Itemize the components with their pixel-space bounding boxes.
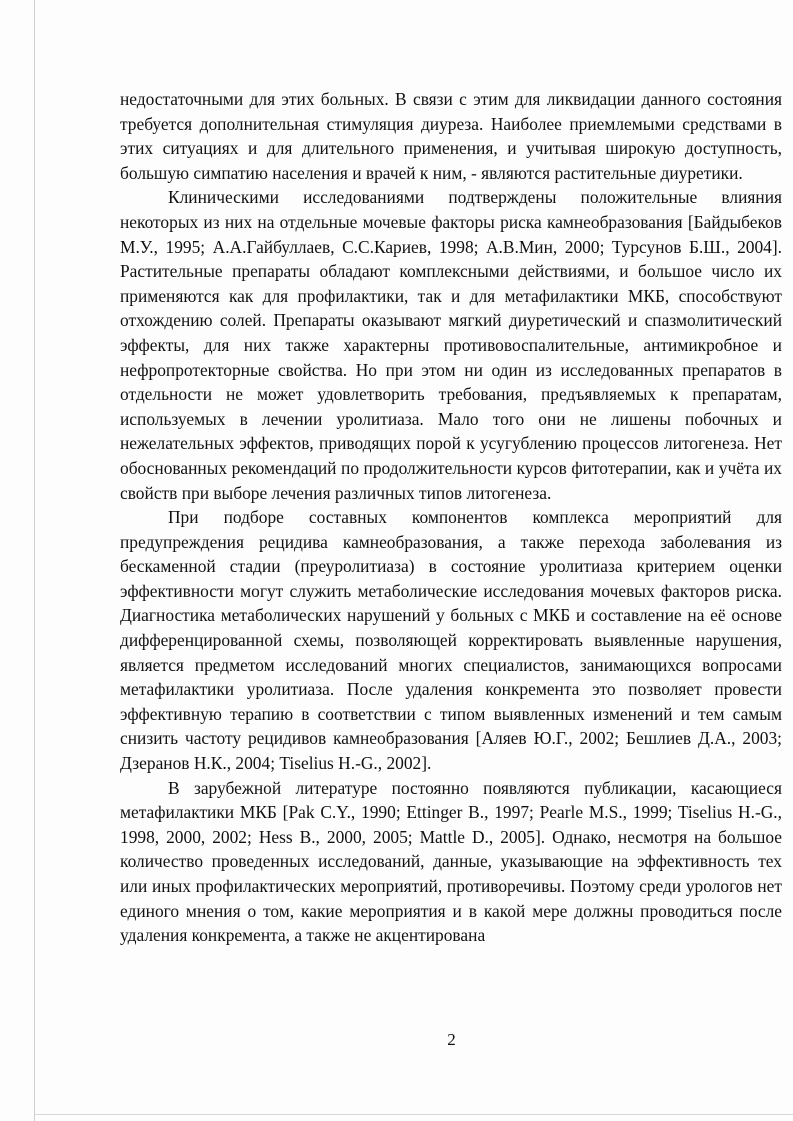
paragraph-2: Клиническими исследованиями подтверждены положительные влияния некоторых из них на отдельные мочевые факторы риска камнеобразования [Байдыбеков М.У., 1995; А.А.Гайбуллаев, С.С.Кариев, 1998; А.В.Мин, 2000; Турсунов Б.Ш., 2004]. Растительные препараты обладают комплексными действиями, и большое число их применяются как для профилактики, так и для метафилактики МКБ, способствуют отхождению солей. Препараты оказывают мягкий диуретический и спазмолитический эффекты, для них также характерны противовоспалительные, антимикробное и нефропротекторные свойства. Но при этом ни один из исследованных препаратов в отдельности не может удовлетворить требования, предъявляемых к препаратам, используемых в лечении уролитиаза. Мало того они не лишены побочных и нежелательных эффектов, приводящих порой к усугублению процессов литогенеза. Нет обоснованных рекомендаций по продолжительности курсов фитотерапии, как и учёта их свойств при выборе лечения различных типов литогенеза.	[120, 187, 782, 503]
paragraph-4: В зарубежной литературе постоянно появляются публикации, касающиеся метафилактики МКБ [Pak C.Y., 1990; Ettinger B., 1997; Pearle M.S., 1999; Tiselius H.-G., 1998, 2000, 2002; Hess B., 2000, 2005; Mattle D., 2005]. Однако, несмотря на большое количество проведенных исследований, данные, указывающие на эффективность тех или иных профилактических мероприятий, противоречивы. Поэтому среди урологов нет единого мнения о том, какие мероприятия и в какой мере должны проводиться после удаления конкремента, а также не акцентирована	[120, 777, 782, 946]
paragraph-1: недостаточными для этих больных. В связи с этим для ликвидации данного состояния требуется дополнительная стимуляция диуреза. Наиболее приемлемыми средствами в этих ситуациях и для длительного применения, и учитывая широкую доступность, большую симпатию населения и врачей к ним, - являются растительные диуретики.	[120, 89, 782, 183]
scan-edge-bottom	[34, 1114, 793, 1115]
paragraph-3: При подборе составных компонентов комплекса мероприятий для предупреждения рецидива камнеобразования, а также перехода заболевания из бескаменной стадии (преуролитиаза) в состояние уролитиаза критерием оценки эффективности могут служить метаболические исследования мочевых факторов риска. Диагностика метаболических нарушений у больных с МКБ и составление на её основе дифференцированной схемы, позволяющей корректировать выявленные нарушения, является предметом исследований многих специалистов, занимающихся вопросами метафилактики уролитиаза. После удаления конкремента это позволяет провести эффективную терапию в соответствии с типом выявленных изменений и тем самым снизить частоту рецидивов камнеобразования [Аляев Ю.Г., 2002; Бешлиев Д.А., 2003; Дзеранов Н.К., 2004; Tiselius H.-G., 2002].	[120, 507, 782, 774]
body-text	[120, 87, 782, 948]
page-number: 2	[447, 1030, 456, 1049]
scan-edge-left	[34, 0, 35, 1121]
